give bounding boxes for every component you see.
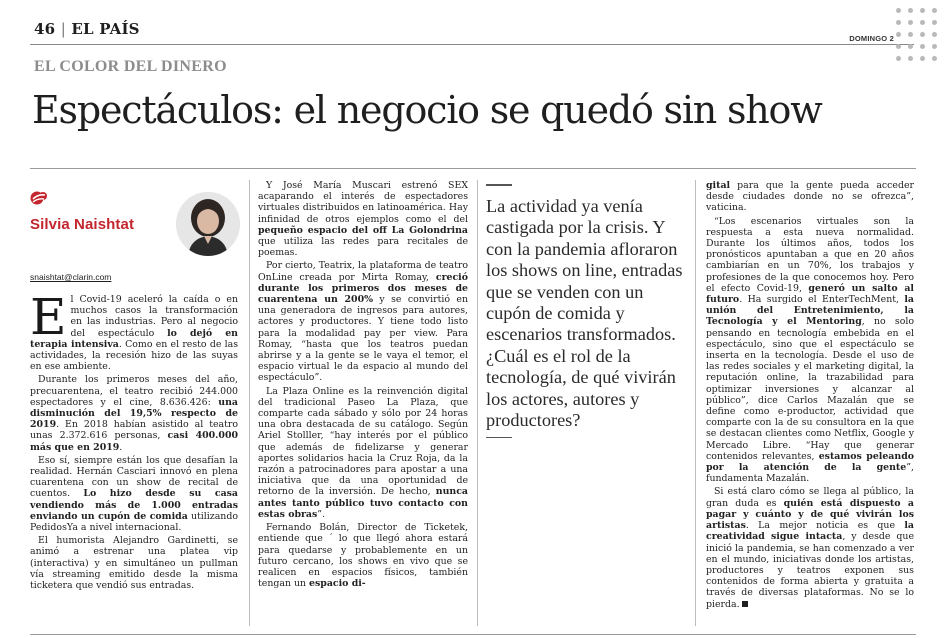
- paragraph: Durante los primeros meses del año, precuarentena, el teatro recibió 244.000 espectadores y el cine, 8.636.426: una disminución del 19,5% respecto de 2019. En 2018 habían asistido al teatro unas 2.372.616 personas, casi 400.000 más que en 2019.: [30, 374, 238, 453]
- page-number-block: [34, 20, 140, 38]
- author-block: [30, 190, 238, 260]
- publication-name: EL PAÍS: [71, 20, 140, 38]
- article-column-1: [30, 288, 239, 593]
- section-title: EL COLOR DEL DINERO: [34, 58, 227, 75]
- paragraph: “Los escenarios virtuales son la respuesta a esta nueva normalidad. Durante los últimos años, todos los pronósticos apuntaban a que en 20 años cambiarían en un 70%, los trabajos y profesiones de la que conocemos hoy. Pero el efecto Covid-19, generó un salto al futuro. Ha surgido el EnterTechMent, la unión del Entretenimiento, la Tecnología y el Mentoring, no solo pensando en tecnología embebida en el espectáculo, sino que el espectáculo se inserta en la tecnología. Desde el uso de las redes sociales y el marketing digital, la reputación online, la trazabilidad para optimizar inversiones y alcanzar al público”, dice Carlos Mazalán que se define como e-productor, actividad que comparte con la de su consultora en la que se destacan clientes como Netflix, Google y Mercado Libre. “Hay que generar contenidos relevantes, estamos peleando por la atención de la gente”, fundamenta Mazalán.: [706, 215, 915, 485]
- corner-dots-decoration: [894, 6, 944, 66]
- header-rule: [30, 44, 914, 45]
- paragraph: gital para que la gente pueda acceder desde ciudades donde no se ofrezca”, vaticina.: [706, 180, 914, 214]
- author-email-link[interactable]: snaishtat@clarin.com: [30, 272, 112, 282]
- column-divider: [477, 180, 478, 626]
- paragraph: El Covid-19 aceleró la caída o en muchos casos la transformación en las industrias. Pero al negocio del espectáculo lo dejó en terapia intensiva. Como en el resto de las actividades, la recesión hizo de las suyas en ese ambiente.: [30, 288, 239, 373]
- paragraph: El humorista Alejandro Gardinetti, se animó a estrenar una platea vip (interactiva) y en simultáneo un pullman vía streaming emitido desde la misma ticketera que vendió sus entradas.: [30, 535, 238, 592]
- column-divider: [695, 180, 696, 626]
- author-photo: [176, 192, 240, 256]
- author-name: Silvia Naishtat: [30, 216, 135, 233]
- article-column-2: [258, 180, 468, 591]
- page-header: [34, 20, 914, 42]
- paragraph: Fernando Bolán, Director de Ticketek, entiende que ´ lo que llegó ahora estará para quedarse y probablemente en un futuro cercano, los shows en vivo que se realicen en espacios físicos, también tengan un espacio di-: [258, 522, 468, 590]
- page-number: 46: [34, 20, 56, 38]
- paragraph: Eso sí, siempre están los que desafían la realidad. Hernán Casciari innovó en plena cuarentena con un show de recital de cuentos. Lo hizo desde su casa vendiendo más de 1.000 entradas enviando un cupón de comida utilizando PedidosYa a nivel internacional.: [30, 454, 239, 534]
- column-divider: [249, 180, 250, 626]
- drop-cap: E: [30, 288, 67, 346]
- issue-date: DOMINGO 2: [849, 34, 894, 43]
- header-separator: |: [60, 20, 66, 38]
- paragraph: Por cierto, Teatrix, la plataforma de teatro OnLine creada por Mirta Romay, creció durante los primeros dos meses de cuarentena un 200% y se convirtió en una generadora de ingresos para autores, actores y productores. Y tiene todo listo para la modalidad pay per view. Para Romay, “hasta que los teatros puedan abrirse y a la gente se le vaya el temor, el espacio virtual le da espacio al mundo del espectáculo”.: [258, 260, 468, 384]
- headline-rule: [30, 168, 916, 169]
- pull-quote: La actividad ya venía castigada por la crisis. Y con la pandemia afloraron los shows on line, entradas que se venden con un cupón de comida y escenarios transformados. ¿Cuál es el rol de la tecnología, de qué vivirán los actores, autores y productores?: [486, 196, 683, 431]
- article-headline: Espectáculos: el negocio se quedó sin show: [32, 88, 822, 132]
- pull-quote-block: [486, 184, 686, 438]
- article-column-4: [706, 180, 914, 612]
- end-of-article-mark: [742, 601, 748, 607]
- paragraph: Y José María Muscari estrenó SEX acaparando el interés de espectadores virtuales distribuidos en latinoamérica. Hay infinidad de otros ejemplos como el del pequeño espacio del off La Golondrina que utiliza las redes para recitales de poemas.: [258, 180, 468, 259]
- footer-rule: [30, 634, 916, 635]
- paragraph: Si está claro cómo se llega al público, la gran duda es quién está dispuesto a pagar y cuánto y de qué vivirán los artistas. La mejor noticia es que la creatividad sigue intacta, y desde que inició la pandemia, se han comenzado a ver en el mundo, iniciativas donde los artistas, productores y teatros exponen sus contenidos de forma abierta y gratuita a través de diversas plataformas. No se lo pierda.: [706, 486, 915, 610]
- pull-quote-rule: [486, 184, 512, 186]
- paragraph: La Plaza Online es la reinvención digital del tradicional Paseo La Plaza, que comparte cada sábado y sólo por 24 horas una obra destacada de su catálogo. Según Ariel Stolller, “hay interés por el público que además de fidelizarse y generar aportes solidarios hacia la Cruz Roja, da la razón a patrocinadores para apostar a una iniciativa que da una oportunidad de retorno de la inversión. De hecho, nunca antes tanto público tuvo contacto con estas obras”.: [258, 385, 468, 520]
- brand-logo-icon: [30, 190, 48, 206]
- pull-quote-rule: [486, 437, 512, 438]
